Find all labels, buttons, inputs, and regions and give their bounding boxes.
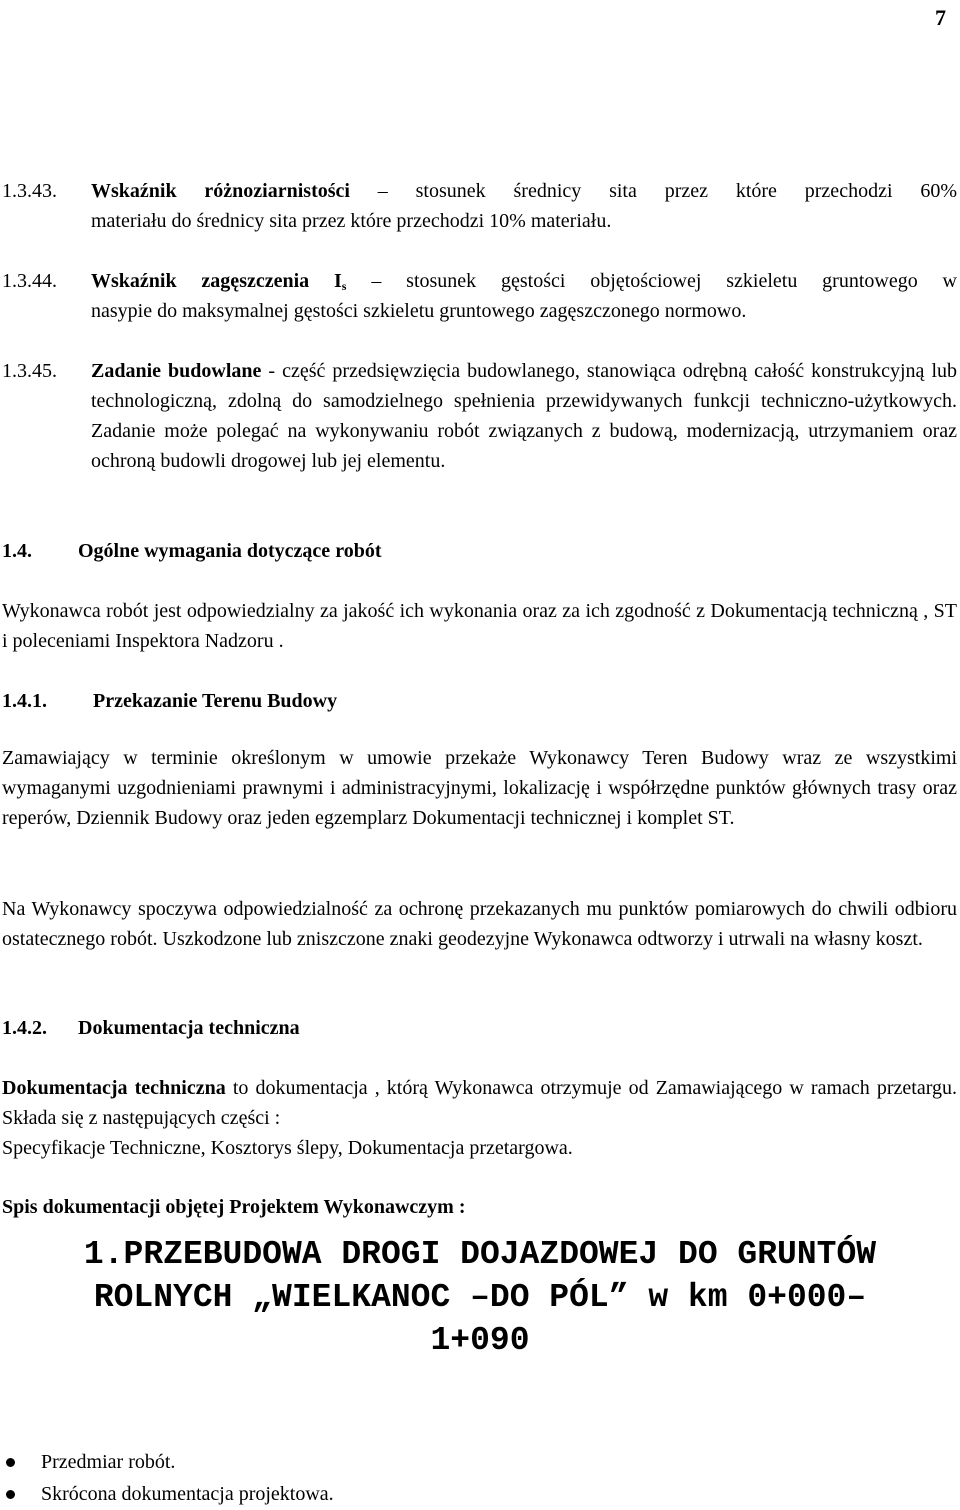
definition-number: 1.3.45. [2,360,57,382]
definition-1-3-45 [0,356,957,506]
definition-text-line1: – stosunek gęstości objętościowej szkieletu gruntowego w [346,270,957,292]
definition-text-line1: – stosunek średnicy sita przez które przechodzi 60% [349,180,958,202]
definition-term: Wskaźnik różnoziarnistości [91,180,350,202]
documentation-parts-line: Specyfikacje Techniczne, Kosztorys ślepy, Dokumentacja przetargowa. [2,1137,573,1159]
page-number: 7 [935,5,946,30]
definition-text [91,356,957,476]
section-title: Przekazanie Terenu Budowy [93,690,338,712]
paragraph-technical-documentation [2,1073,957,1133]
section-number: 1.4. [2,540,32,562]
project-title-line1: 1.PRZEBUDOWA DROGI DOJAZDOWEJ DO GRUNTÓW [83,1236,877,1273]
definition-term: Zadanie budowlane [91,360,262,382]
definition-term-subscript: s [341,279,347,293]
list-item-text: Skrócona dokumentacja projektowa. [41,1483,334,1505]
bullet-icon [6,1458,15,1467]
section-heading-1-4 [2,536,382,566]
section-title: Dokumentacja techniczna [78,1017,300,1039]
section-number: 1.4.2. [2,1017,47,1039]
section-title: Ogólne wymagania dotyczące robót [78,540,382,562]
section-heading-1-4-2 [2,1013,300,1043]
definition-text-line2: materiału do średnicy sita przez które przechodzi 10% materiału. [91,210,612,232]
list-item [0,1478,334,1510]
paragraph-site-handover: Zamawiający w terminie określonym w umowie przekaże Wykonawcy Teren Budowy wraz ze wszystkimi wymaganymi uzgodnieniami prawnymi i administracyjnymi, lokalizację i współrzędne punktów głównych trasy oraz reperów, Dziennik Budowy oraz jeden egzemplarz Dokumentacji technicznej i komplet ST. [2,747,957,829]
definition-term: Wskaźnik zagęszczenia I [91,270,342,292]
definition-1-3-44 [0,266,957,326]
list-item-text: Przedmiar robót. [41,1451,176,1473]
section-heading-1-4-1 [2,686,337,716]
definition-number: 1.3.43. [2,180,57,202]
documentation-term: Dokumentacja techniczna [2,1077,226,1099]
project-title-line3: 1+090 [430,1322,530,1359]
definition-text [91,176,957,236]
documentation-text: to dokumentacja , którą Wykonawca otrzymuje od Zamawiającego w ramach przetargu. Składa się z następujących części : [2,1077,957,1129]
documentation-bullet-list [0,1446,334,1510]
documentation-list-heading: Spis dokumentacji objętej Projektem Wykonawczym : [2,1196,466,1218]
paragraph-site-responsibility: Na Wykonawcy spoczywa odpowiedzialność za ochronę przekazanych mu punktów pomiarowych do chwili odbioru ostatecznego robót. Uszkodzone lub zniszczone znaki geodezyjne Wykonawca odtworzy i utrwali na własny koszt. [2,898,957,950]
definition-body: - część przedsięwzięcia budowlanego, stanowiąca odrębną całość konstrukcyjną lub technologiczną, zdolną do samodzielnego spełnienia przewidywanych funkcji techniczno-użytkowych. Zadanie może polegać na wykonywaniu robót związanych z budową, modernizacją, utrzymaniem oraz ochroną budowli drogowej lub jej elementu. [91,360,958,472]
definition-1-3-43 [0,176,957,236]
definition-number: 1.3.44. [2,270,57,292]
section-number: 1.4.1. [2,690,47,712]
definition-text-line2: nasypie do maksymalnej gęstości szkieletu gruntowego zagęszczonego normowo. [91,300,747,322]
bullet-icon [6,1490,15,1499]
paragraph-general-requirements: Wykonawca robót jest odpowiedzialny za jakość ich wykonania oraz za ich zgodność z Dokumentacją techniczną , ST i poleceniami Inspektora Nadzoru . [2,600,957,652]
definition-text [91,266,957,326]
project-title-line2: ROLNYCH „WIELKANOC –DO PÓL” w km 0+000– [93,1279,867,1316]
list-item [0,1446,334,1478]
